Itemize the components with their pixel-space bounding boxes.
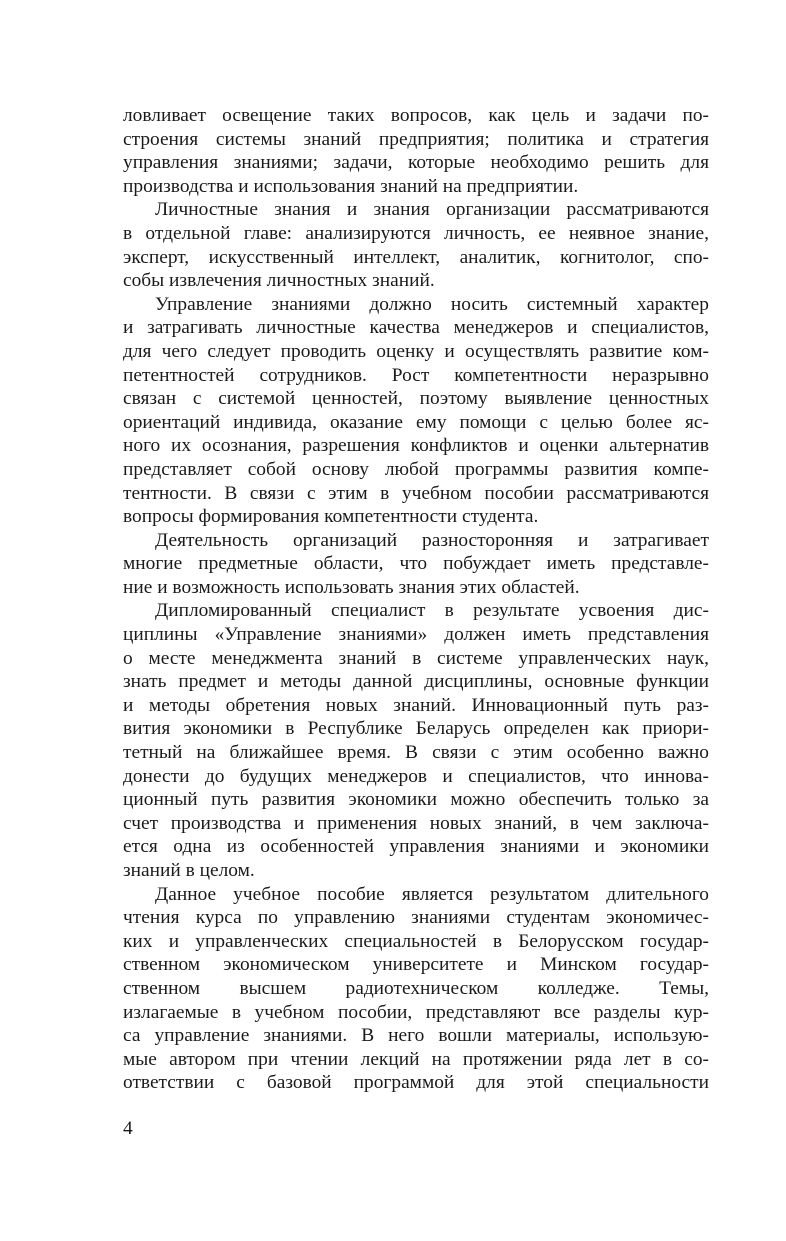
text-line: са управление знаниями. В него вошли материалы, использую-: [123, 1025, 709, 1047]
text-line: чтения курса по управлению знаниями студентам экономичес-: [123, 907, 709, 929]
text-line: знать предмет и методы данной дисциплины, основные функции: [123, 671, 709, 693]
text-line: для чего следует проводить оценку и осуществлять развитие ком-: [123, 340, 709, 362]
text-line: в отдельной главе: анализируются личность, ее неявное знание,: [123, 222, 709, 244]
text-line: циплины «Управление знаниями» должен иметь представления: [123, 624, 709, 646]
text-line: Деятельность организаций разносторонняя и затрагивает: [155, 529, 709, 551]
text-line: связан с системой ценностей, поэтому выявление ценностных: [123, 388, 709, 410]
text-line: ного их осознания, разрешения конфликтов и оценки альтернатив: [123, 435, 709, 457]
text-line: мые автором при чтении лекций на протяжении ряда лет в со-: [123, 1048, 709, 1070]
text-line: ориентаций индивида, оказание ему помощи с целью более яс-: [123, 411, 709, 433]
text-line: собы извлечения личностных знаний.: [123, 270, 435, 292]
text-line: ется одна из особенностей управления знаниями и экономики: [123, 836, 709, 858]
text-line: представляет собой основу любой программы развития компе-: [123, 458, 709, 480]
text-line: излагаемые в учебном пособии, представляют все разделы кур-: [123, 1001, 709, 1023]
text-line: эксперт, искусственный интеллект, аналитик, когнитолог, спо-: [123, 246, 709, 268]
page-text-block: [123, 104, 709, 1095]
text-line: вопросы формирования компетентности студента.: [123, 506, 539, 528]
text-line: знаний в целом.: [123, 860, 255, 881]
text-line: донести до будущих менеджеров и специалистов, что иннова-: [123, 765, 709, 787]
text-line: тетный на ближайшее время. В связи с этим особенно важно: [123, 742, 709, 764]
text-line: ственном экономическом университете и Минском государ-: [123, 954, 709, 976]
text-line: счет производства и применения новых знаний, в чем заключа-: [123, 812, 709, 834]
text-line: петентностей сотрудников. Рост компетентности неразрывно: [123, 364, 709, 386]
text-line: строения системы знаний предприятия; политика и стратегия: [123, 128, 709, 150]
text-line: ких и управленческих специальностей в Белорусском государ-: [123, 930, 709, 952]
text-line: ответствии с базовой программой для этой специальности: [123, 1072, 709, 1094]
text-line: Управление знаниями должно носить системный характер: [155, 293, 709, 315]
text-line: ловливает освещение таких вопросов, как цель и задачи по-: [123, 105, 709, 126]
text-line: управления знаниями; задачи, которые необходимо решить для: [123, 152, 709, 174]
text-line: производства и использования знаний на предприятии.: [123, 175, 579, 197]
page-number: 4: [123, 1118, 133, 1139]
text-line: Личностные знания и знания организации рассматриваются: [155, 199, 709, 221]
text-line: Данное учебное пособие является результатом длительного: [155, 883, 709, 905]
text-line: Дипломированный специалист в результате усвоения дис-: [155, 600, 709, 622]
text-line: ционный путь развития экономики можно обеспечить только за: [123, 789, 709, 811]
text-line: тентности. В связи с этим в учебном пособии рассматриваются: [123, 482, 709, 504]
text-line: ние и возможность использовать знания этих областей.: [123, 576, 580, 598]
text-line: и методы обретения новых знаний. Инновационный путь раз-: [123, 694, 709, 716]
text-line: вития экономики в Республике Беларусь определен как приори-: [123, 718, 709, 740]
text-line: и затрагивать личностные качества менеджеров и специалистов,: [123, 317, 709, 339]
text-line: многие предметные области, что побуждает иметь представле-: [123, 553, 709, 575]
text-line: о месте менеджмента знаний в системе управленческих наук,: [123, 647, 709, 669]
text-line: ственном высшем радиотехническом колледже. Темы,: [123, 977, 709, 999]
